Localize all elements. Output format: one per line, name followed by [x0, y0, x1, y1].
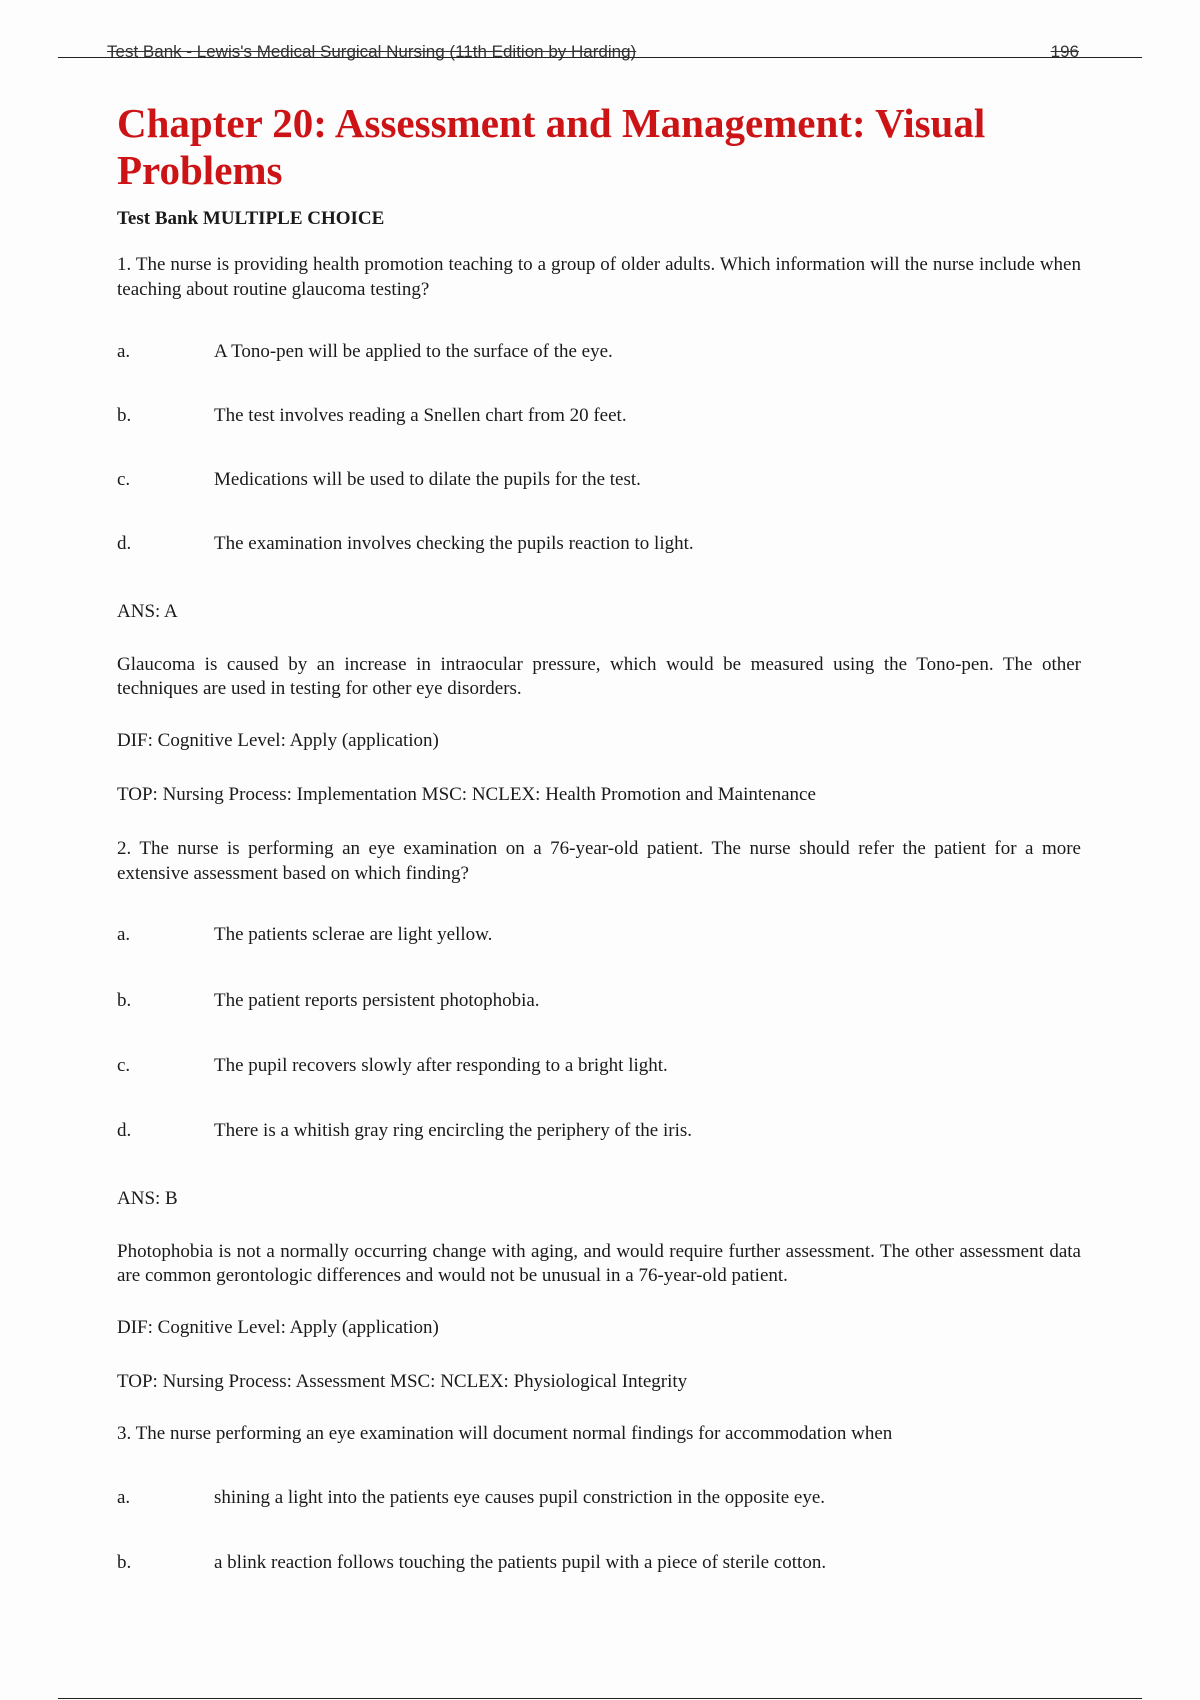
option-text: a blink reaction follows touching the patients pupil with a piece of sterile cotton. — [214, 1552, 827, 1573]
question-1-option-b — [117, 403, 1081, 428]
option-letter: a. — [117, 1487, 131, 1508]
question-3-option-a — [117, 1485, 1081, 1510]
question-1-topic: TOP: Nursing Process: Implementation MSC: NCLEX: Health Promotion and Maintenance — [117, 784, 816, 805]
question-1-difficulty: DIF: Cognitive Level: Apply (application) — [117, 730, 439, 751]
option-letter: a. — [117, 924, 131, 945]
running-title: Test Bank - Lewis's Medical Surgical Nursing (11th Edition by Harding) — [107, 42, 637, 61]
page-number: 196 — [1050, 42, 1079, 61]
option-text: The patient reports persistent photophobia. — [214, 990, 540, 1011]
question-3-stem: 3. The nurse performing an eye examination will document normal findings for accommodation when — [117, 1423, 893, 1444]
option-text: Medications will be used to dilate the pupils for the test. — [214, 469, 641, 490]
header-rule — [58, 57, 1142, 58]
option-text: shining a light into the patients eye causes pupil constriction in the opposite eye. — [214, 1487, 826, 1508]
option-letter: d. — [117, 1120, 132, 1141]
option-text: The pupil recovers slowly after responding to a bright light. — [214, 1055, 668, 1076]
question-2-option-b — [117, 988, 1081, 1013]
question-2-stem: 2. The nurse is performing an eye examination on a 76-year-old patient. The nurse should refer the patient for a more extensive assessment based on which finding? — [117, 838, 1081, 884]
option-letter: a. — [117, 341, 131, 362]
option-text: The test involves reading a Snellen chart from 20 feet. — [214, 405, 627, 426]
option-text: The patients sclerae are light yellow. — [214, 924, 493, 945]
question-2-option-a — [117, 922, 1081, 947]
question-2-rationale: Photophobia is not a normally occurring change with aging, and would require further assessment. The other assessment data are common gerontologic differences and would not be unusual in a 76-year-old patient. — [117, 1241, 1081, 1286]
question-2-option-c — [117, 1053, 1081, 1078]
option-letter: d. — [117, 533, 132, 554]
option-letter: c. — [117, 469, 131, 490]
option-letter: b. — [117, 1552, 132, 1573]
option-text: There is a whitish gray ring encircling the periphery of the iris. — [214, 1120, 693, 1141]
question-2-topic: TOP: Nursing Process: Assessment MSC: NCLEX: Physiological Integrity — [117, 1371, 688, 1392]
question-1-option-c — [117, 467, 1081, 492]
question-1-option-d — [117, 531, 1081, 556]
question-1-rationale: Glaucoma is caused by an increase in intraocular pressure, which would be measured using the Tono-pen. The other techniques are used in testing for other eye disorders. — [117, 654, 1081, 699]
page-content — [117, 100, 1081, 1575]
option-letter: b. — [117, 405, 132, 426]
question-2-difficulty: DIF: Cognitive Level: Apply (application) — [117, 1317, 439, 1338]
question-1-answer: ANS: A — [117, 601, 178, 622]
section-label: Test Bank MULTIPLE CHOICE — [117, 208, 385, 229]
chapter-title: Chapter 20: Assessment and Management: Visual Problems — [117, 100, 986, 193]
option-letter: b. — [117, 990, 132, 1011]
question-2-answer: ANS: B — [117, 1188, 178, 1209]
question-3-option-b — [117, 1550, 1081, 1575]
footer-rule — [58, 1698, 1142, 1699]
question-1-option-a — [117, 339, 1081, 364]
running-header — [107, 42, 1079, 66]
option-text: The examination involves checking the pupils reaction to light. — [214, 533, 694, 554]
option-letter: c. — [117, 1055, 131, 1076]
option-text: A Tono-pen will be applied to the surface of the eye. — [214, 341, 613, 362]
question-2-option-d — [117, 1118, 1081, 1143]
question-1-stem: 1. The nurse is providing health promotion teaching to a group of older adults. Which information will the nurse include when teaching about routine glaucoma testing? — [117, 254, 1081, 300]
